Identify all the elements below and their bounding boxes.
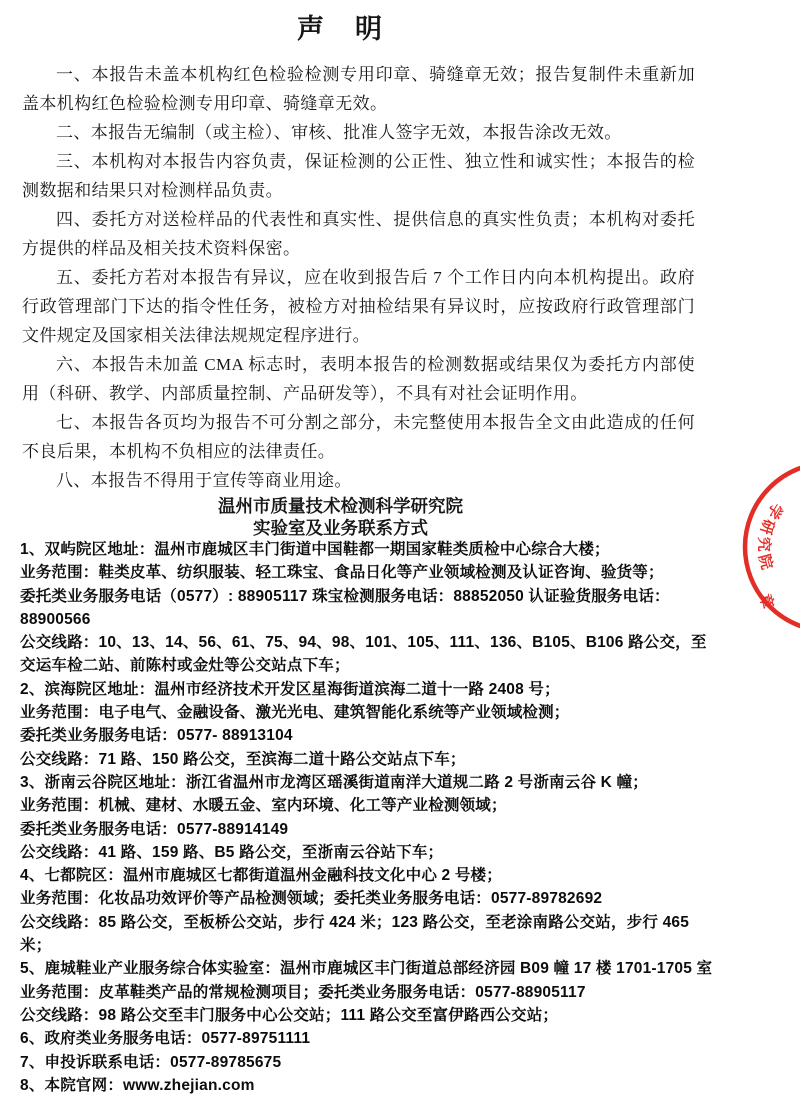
- contact-line: 委托类业务服务电话（0577）: 88905117 珠宝检测服务电话：88852050 认证验货服务电话：88900566: [20, 587, 670, 628]
- contact-line: 委托类业务服务电话：0577-88914149: [20, 820, 289, 838]
- contact-item-lucheng-lab: [20, 957, 720, 1027]
- contact-line: 委托类业务服务电话：0577- 88913104: [20, 727, 293, 745]
- institute-name: 温州市质量技术检测科学研究院: [218, 496, 463, 516]
- contact-line: 业务范围：鞋类皮革、纺织服装、轻工珠宝、食品日化等产业领域检测及认证咨询、验货等；: [20, 564, 664, 582]
- contact-item-government-phone: [20, 1027, 720, 1050]
- contact-line: 业务范围：皮革鞋类产品的常规检测项目；委托类业务服务电话：0577-88905117: [20, 983, 586, 1001]
- contact-item-website: [20, 1074, 720, 1097]
- contact-item-zhenan-yungu: [20, 771, 720, 864]
- statement-paragraph-6: 六、本报告未加盖 CMA 标志时，表明本报告的检测数据或结果仅为委托方内部使用（科研、教学、内部质量控制、产品研发等），不具有对社会证明作用。: [22, 355, 695, 403]
- statement-page: [20, 12, 713, 1097]
- statement-title: 声 明: [297, 14, 384, 44]
- contact-item-qidu: [20, 864, 720, 957]
- contact-line: 4、七都院区：温州市鹿城区七都街道温州金融科技文化中心 2 号楼；: [20, 867, 502, 885]
- contact-list: [20, 538, 720, 1097]
- contact-line: 业务范围：机械、建材、水暖五金、室内环境、化工等产业检测领域；: [20, 797, 507, 815]
- contact-item-complaint-phone: [20, 1051, 720, 1074]
- contact-line: 3、浙南云谷院区地址：浙江省温州市龙湾区瑶溪街道南洋大道规二路 2 号浙南云谷 K 幢；: [20, 773, 648, 791]
- contact-line: 公交线路：41 路、159 路、B5 路公交，至浙南云谷站下车；: [20, 843, 444, 861]
- statement-paragraph-1: 一、本报告未盖本机构红色检验检测专用印章、骑缝章无效；报告复制件未重新加盖本机构红色检验检测专用印章、骑缝章无效。: [22, 65, 695, 113]
- statement-paragraph-4: 四、委托方对送检样品的代表性和真实性、提供信息的真实性负责；本机构对委托方提供的样品及相关技术资料保密。: [22, 210, 695, 258]
- contact-line: 公交线路：10、13、14、56、61、75、94、98、101、105、111、136、B105、B106 路公交，至交运车检二站、前陈村或金灶等公交站点下车；: [20, 634, 707, 675]
- contact-line: 8、本院官网：www.zhejian.com: [20, 1076, 255, 1094]
- statement-paragraph-7: 七、本报告各页均为报告不可分割之部分，未完整使用本报告全文由此造成的任何不良后果，本机构不负相应的法律责任。: [22, 413, 695, 461]
- contact-section-heading: 实验室及业务联系方式: [253, 518, 428, 538]
- seal-center-text: 章: [756, 592, 775, 611]
- contact-line: 公交线路：85 路公交，至板桥公交站，步行 424 米；123 路公交，至老涂南路公交站，步行 465 米；: [20, 913, 690, 955]
- contact-line: 7、申投诉联系电话：0577-89785675: [20, 1053, 282, 1071]
- contact-line: 业务范围：电子电气、金融设备、激光光电、建筑智能化系统等产业领域检测；: [20, 704, 570, 722]
- statement-body: [22, 60, 695, 495]
- statement-paragraph-3: 三、本机构对本报告内容负责，保证检测的公正性、独立性和诚实性；本报告的检测数据和结果只对检测样品负责。: [22, 152, 695, 200]
- contact-line: 业务范围：化妆品功效评价等产品检测领域；委托类业务服务电话：0577-89782692: [20, 890, 603, 908]
- statement-paragraph-5: 五、委托方若对本报告有异议，应在收到报告后 7 个工作日内向本机构提出。政府行政管理部门下达的指令性任务，被检方对抽检结果有异议时，应按政府行政管理部门文件规定及国家相关法律法规规定程序进行。: [22, 268, 695, 345]
- contact-item-binhai: [20, 678, 720, 771]
- contact-line: 1、双屿院区地址：温州市鹿城区丰门街道中国鞋都一期国家鞋类质检中心综合大楼；: [20, 541, 610, 558]
- official-seal: [730, 455, 800, 635]
- contact-line: 公交线路：71 路、150 路公交，至滨海二道十路公交站点下车；: [20, 750, 466, 768]
- contact-item-shuangyu: [20, 538, 720, 678]
- contact-line: 公交线路：98 路公交至丰门服务中心公交站；111 路公交至富伊路西公交站；: [20, 1006, 559, 1024]
- seal-arc-text: 学研究院: [754, 499, 785, 576]
- statement-paragraph-2: 二、本报告无编制（或主检）、审核、批准人签字无效，本报告涂改无效。: [56, 123, 622, 142]
- contact-line: 2、滨海院区地址：温州市经济技术开发区星海街道滨海二道十一路 2408 号；: [20, 680, 560, 698]
- seal-ring: [745, 463, 800, 631]
- contact-line: 5、鹿城鞋业产业服务综合体实验室：温州市鹿城区丰门街道总部经济园 B09 幢 17 楼 1701-1705 室: [20, 960, 713, 978]
- contact-line: 6、政府类业务服务电话：0577-89751111: [20, 1030, 311, 1048]
- statement-paragraph-8: 八、本报告不得用于宣传等商业用途。: [56, 471, 352, 490]
- svg-text:学研究院: [755, 500, 787, 575]
